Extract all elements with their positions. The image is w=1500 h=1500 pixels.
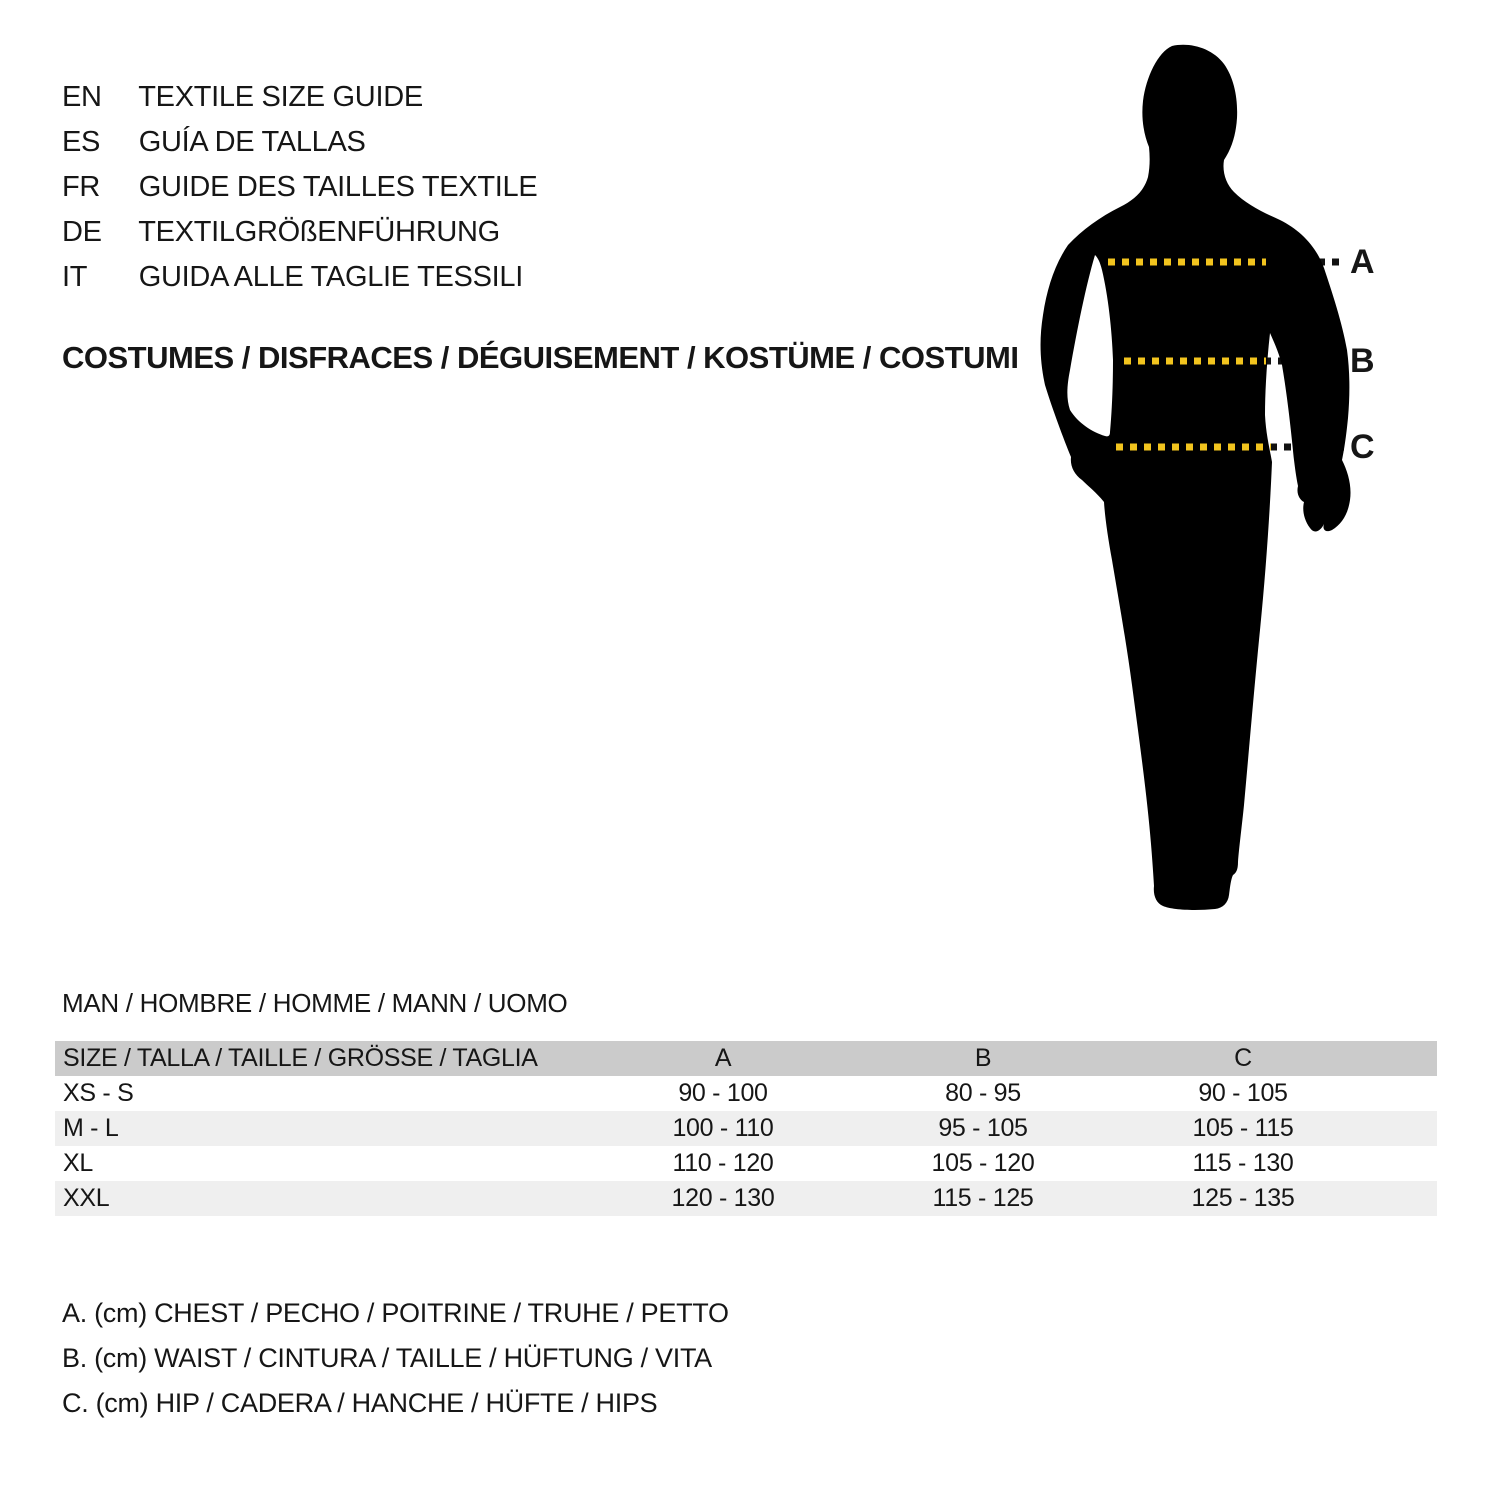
marker-label-a: A (1350, 243, 1375, 281)
language-row-de (62, 210, 537, 255)
hip-col-header: C (1234, 1044, 1252, 1072)
chest-range-cell: 110 - 120 (672, 1149, 774, 1177)
spacer-cell (1373, 1076, 1437, 1111)
chest-range-cell: 100 - 110 (672, 1114, 774, 1142)
guide-title-fr: GUIDE DES TAILLES TEXTILE (138, 171, 538, 203)
chest-col-header: A (714, 1044, 732, 1072)
guide-title-es: GUÍA DE TALLAS (138, 126, 366, 158)
hip-range-cell: 105 - 115 (1192, 1114, 1294, 1142)
language-row-it (62, 255, 537, 300)
guide-title-it: GUIDA ALLE TAGLIE TESSILI (138, 261, 523, 293)
waist-col-header: B (974, 1044, 992, 1072)
measurement-legend (62, 1291, 729, 1426)
legend-line-chest: A. (cm) CHEST / PECHO / POITRINE / TRUHE / PETTO (62, 1298, 729, 1328)
language-row-fr (62, 165, 537, 210)
legend-line-waist: B. (cm) WAIST / CINTURA / TAILLE / HÜFTUNG / VITA (62, 1343, 712, 1373)
size-cell: XXL (63, 1184, 110, 1212)
language-code-de: DE (62, 216, 102, 248)
guide-title-de: TEXTILGRÖßENFÜHRUNG (138, 216, 500, 248)
male-silhouette-icon (1020, 40, 1380, 950)
size-table-header-row (55, 1041, 1437, 1076)
chest-range-cell: 120 - 130 (671, 1184, 775, 1212)
waist-range-cell: 105 - 120 (931, 1149, 1035, 1177)
male-silhouette-figure (1020, 40, 1380, 950)
male-silhouette-path (1041, 45, 1351, 910)
language-row-es (62, 120, 537, 165)
spacer-cell (1373, 1111, 1437, 1146)
waist-range-cell: 95 - 105 (938, 1114, 1028, 1142)
spacer-cell (1373, 1146, 1437, 1181)
language-code-en: EN (62, 81, 102, 113)
chest-range-cell: 90 - 100 (678, 1079, 768, 1107)
gender-section-label: MAN / HOMBRE / HOMME / MANN / UOMO (62, 988, 568, 1018)
category-heading: COSTUMES / DISFRACES / DÉGUISEMENT / KOSTÜME / COSTUMI (62, 340, 1019, 375)
table-row-xxl (55, 1181, 1437, 1216)
language-code-fr: FR (62, 171, 101, 203)
waist-range-cell: 115 - 125 (932, 1184, 1034, 1212)
spacer-col-header (1373, 1041, 1437, 1076)
legend-line-hip: C. (cm) HIP / CADERA / HANCHE / HÜFTE / HIPS (62, 1388, 658, 1418)
language-row-en (62, 75, 537, 120)
language-title-list (62, 75, 537, 300)
guide-title-en: TEXTILE SIZE GUIDE (138, 81, 423, 113)
size-cell: XS - S (63, 1079, 134, 1107)
size-cell: XL (63, 1149, 93, 1177)
table-row-xs-s (55, 1076, 1437, 1111)
hip-range-cell: 90 - 105 (1198, 1079, 1288, 1107)
marker-label-c: C (1350, 428, 1375, 466)
size-col-header: SIZE / TALLA / TAILLE / GRÖSSE / TAGLIA (63, 1044, 538, 1072)
table-row-xl (55, 1146, 1437, 1181)
language-code-es: ES (62, 126, 101, 158)
table-row-m-l (55, 1111, 1437, 1146)
language-code-it: IT (62, 261, 88, 293)
waist-range-cell: 80 - 95 (945, 1079, 1021, 1107)
hip-range-cell: 115 - 130 (1192, 1149, 1294, 1177)
marker-label-b: B (1350, 342, 1375, 380)
size-cell: M - L (63, 1114, 119, 1142)
spacer-cell (1373, 1181, 1437, 1216)
hip-range-cell: 125 - 135 (1191, 1184, 1295, 1212)
size-table (55, 1041, 1437, 1216)
